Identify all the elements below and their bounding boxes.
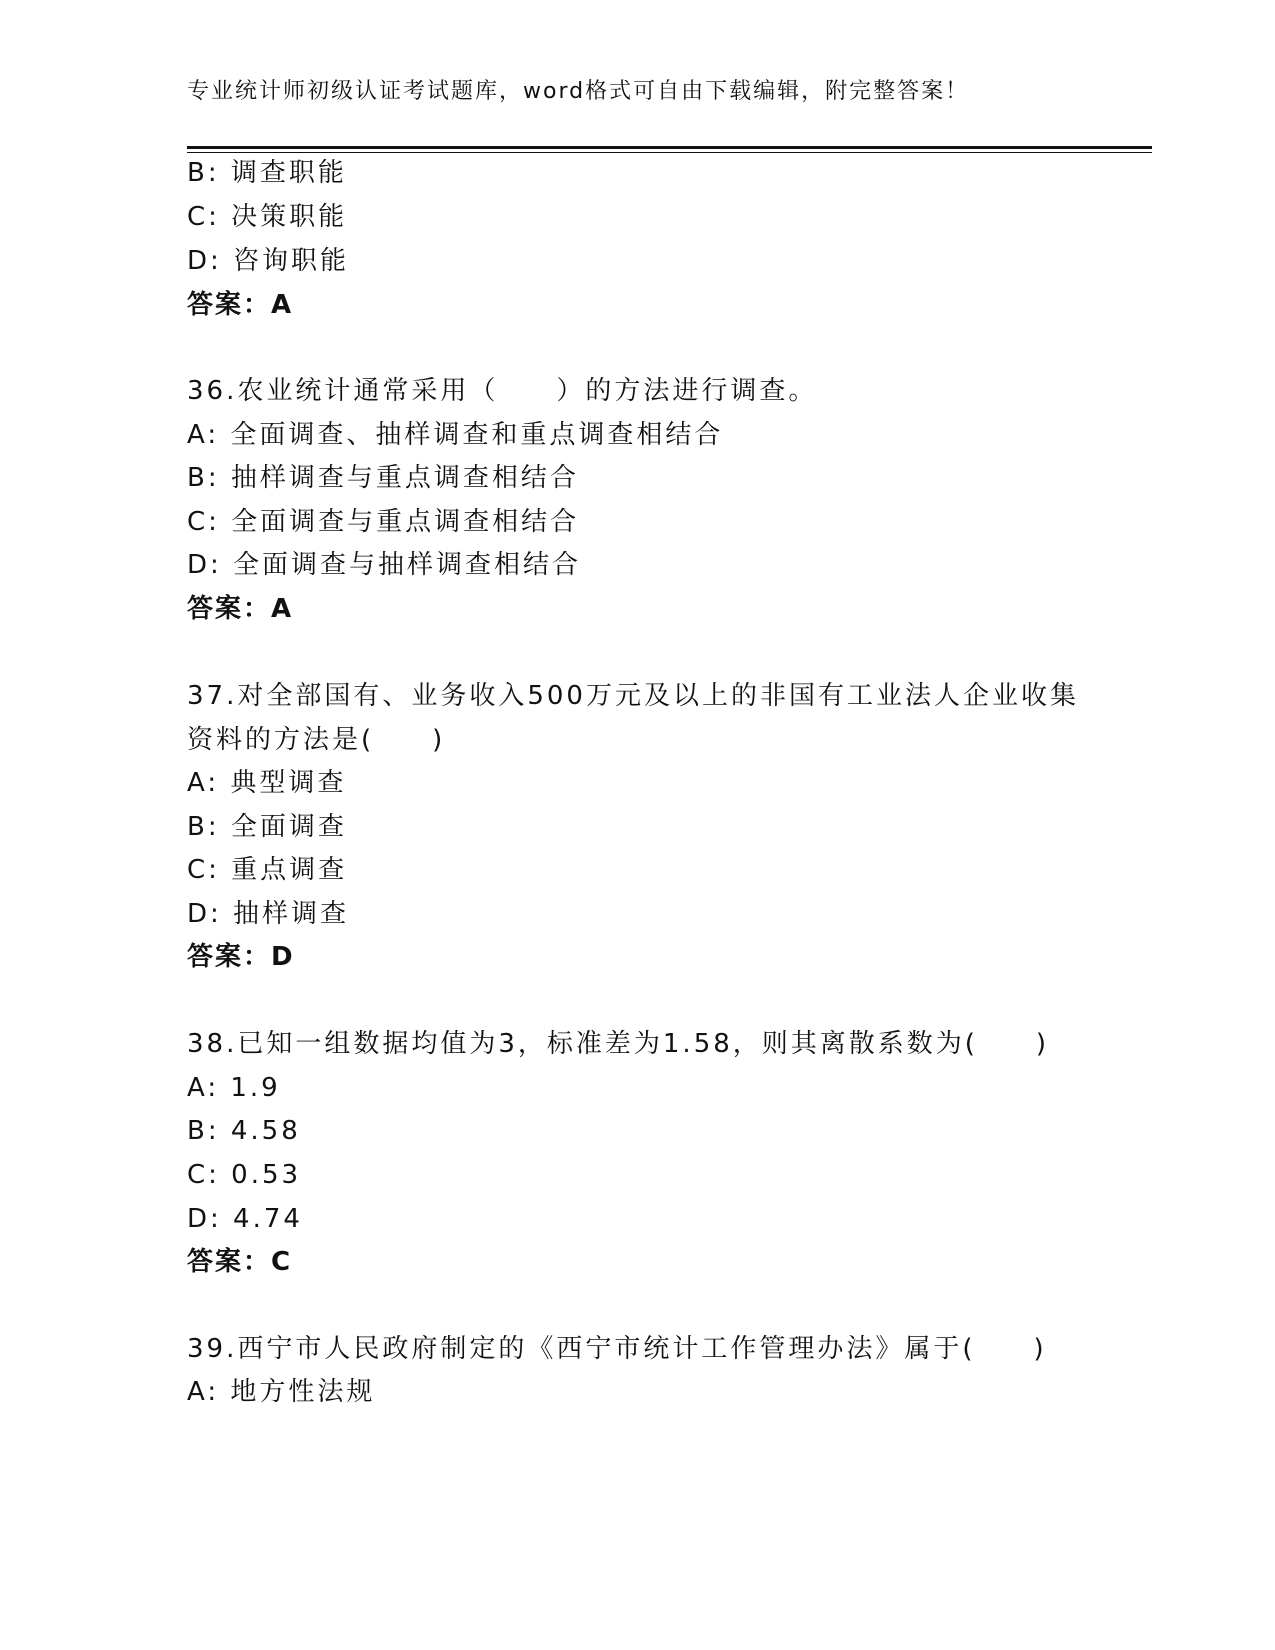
answer: 答案：D <box>187 942 295 972</box>
question-stem: 37.对全部国有、业务收入500万元及以上的非国有工业法人企业收集 <box>187 681 1079 711</box>
question-stem: 36.农业统计通常采用（ ）的方法进行调查。 <box>187 376 818 406</box>
answer: 答案：A <box>187 594 294 624</box>
header-rule-thin <box>187 152 1152 153</box>
option-b: B: 全面调查 <box>187 812 347 842</box>
question-stem: 38.已知一组数据均值为3，标准差为1.58，则其离散系数为( ) <box>187 1029 1050 1059</box>
option-d: D: 全面调查与抽样调查相结合 <box>187 550 582 580</box>
option-b: B: 4.58 <box>187 1116 301 1146</box>
question-stem: 39.西宁市人民政府制定的《西宁市统计工作管理办法》属于( ) <box>187 1334 1047 1364</box>
option-a: A: 地方性法规 <box>187 1377 376 1407</box>
option-a: A: 典型调查 <box>187 768 347 798</box>
question-stem-continued: 资料的方法是( ) <box>187 725 446 755</box>
option-d: D: 4.74 <box>187 1204 303 1234</box>
answer: 答案：A <box>187 290 294 320</box>
page-header: 专业统计师初级认证考试题库，word格式可自由下载编辑，附完整答案！ <box>187 79 970 104</box>
answer: 答案：C <box>187 1247 293 1277</box>
option-d: D: 咨询职能 <box>187 246 350 276</box>
option-b: B: 调查职能 <box>187 158 347 188</box>
option-c: C: 决策职能 <box>187 202 348 232</box>
option-c: C: 0.53 <box>187 1160 302 1190</box>
option-d: D: 抽样调查 <box>187 899 350 929</box>
option-a: A: 全面调查、抽样调查和重点调查相结合 <box>187 420 724 450</box>
option-a: A: 1.9 <box>187 1073 281 1103</box>
option-c: C: 全面调查与重点调查相结合 <box>187 507 580 537</box>
option-c: C: 重点调查 <box>187 855 348 885</box>
option-b: B: 抽样调查与重点调查相结合 <box>187 463 579 493</box>
header-rule-thick <box>187 146 1152 149</box>
